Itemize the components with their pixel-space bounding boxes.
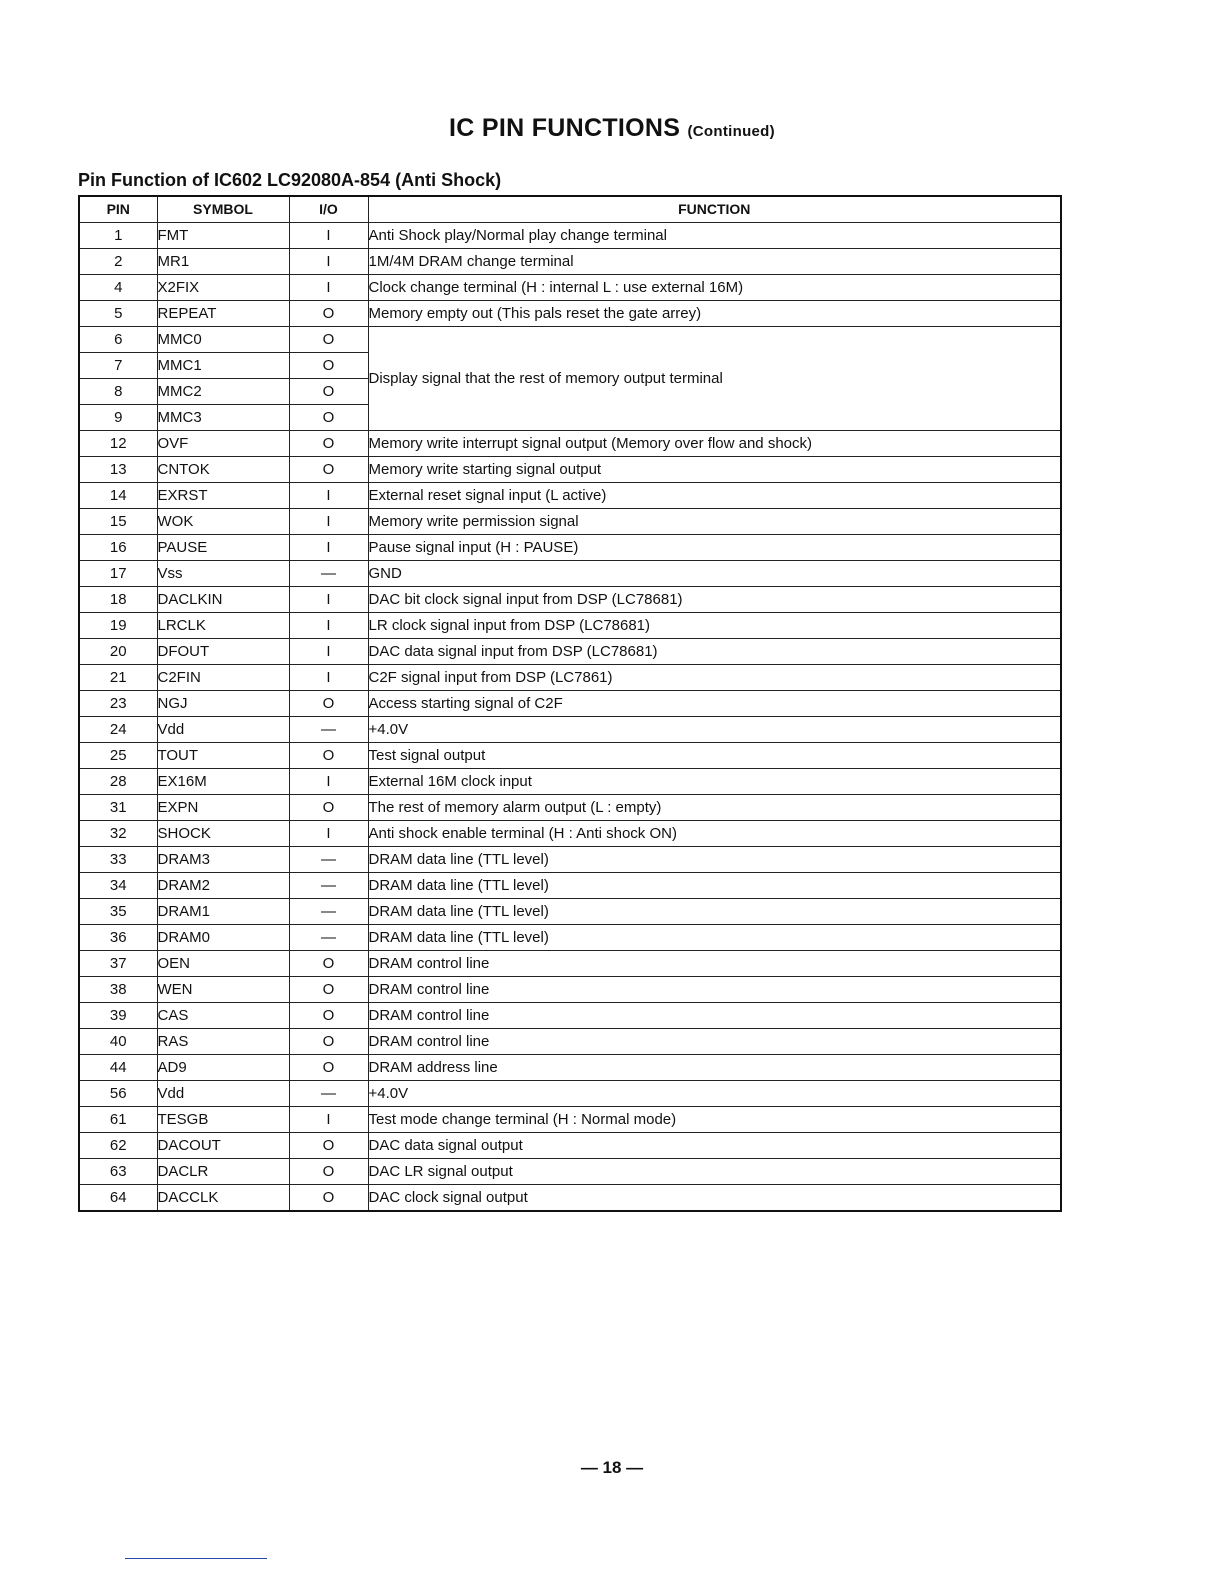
table-row xyxy=(79,1029,1061,1055)
pin-cell: 31 xyxy=(79,795,157,821)
symbol-cell: MMC1 xyxy=(157,353,289,379)
io-cell: — xyxy=(289,717,368,743)
table-row xyxy=(79,1055,1061,1081)
title-text: IC PIN FUNCTIONS xyxy=(449,114,681,142)
io-cell: O xyxy=(289,691,368,717)
table-row xyxy=(79,483,1061,509)
table-row xyxy=(79,1081,1061,1107)
pin-cell: 2 xyxy=(79,249,157,275)
function-cell: Test signal output xyxy=(368,743,1061,769)
pin-cell: 14 xyxy=(79,483,157,509)
table-row xyxy=(79,1185,1061,1212)
io-cell: O xyxy=(289,1003,368,1029)
table-row xyxy=(79,275,1061,301)
pin-cell: 64 xyxy=(79,1185,157,1212)
table-row xyxy=(79,1159,1061,1185)
symbol-cell: DRAM3 xyxy=(157,847,289,873)
function-cell: External 16M clock input xyxy=(368,769,1061,795)
pin-cell: 15 xyxy=(79,509,157,535)
pin-cell: 44 xyxy=(79,1055,157,1081)
table-row xyxy=(79,743,1061,769)
io-cell: I xyxy=(289,509,368,535)
io-cell: I xyxy=(289,483,368,509)
symbol-cell: EXPN xyxy=(157,795,289,821)
pin-cell: 35 xyxy=(79,899,157,925)
pin-cell: 6 xyxy=(79,327,157,353)
table-row xyxy=(79,223,1061,249)
function-cell: DAC LR signal output xyxy=(368,1159,1061,1185)
header-symbol: SYMBOL xyxy=(157,196,289,223)
table-row xyxy=(79,301,1061,327)
io-cell: O xyxy=(289,1185,368,1212)
symbol-cell: DACCLK xyxy=(157,1185,289,1212)
table-row xyxy=(79,717,1061,743)
table-row xyxy=(79,613,1061,639)
pin-cell: 33 xyxy=(79,847,157,873)
io-cell: O xyxy=(289,353,368,379)
function-cell: Pause signal input (H : PAUSE) xyxy=(368,535,1061,561)
function-cell: Anti shock enable terminal (H : Anti shock ON) xyxy=(368,821,1061,847)
table-row xyxy=(79,1133,1061,1159)
io-cell: O xyxy=(289,1159,368,1185)
table-row xyxy=(79,561,1061,587)
io-cell: O xyxy=(289,1055,368,1081)
pin-cell: 16 xyxy=(79,535,157,561)
table-row xyxy=(79,821,1061,847)
pin-cell: 1 xyxy=(79,223,157,249)
pin-cell: 9 xyxy=(79,405,157,431)
symbol-cell: MMC0 xyxy=(157,327,289,353)
function-cell: DAC clock signal output xyxy=(368,1185,1061,1212)
io-cell: I xyxy=(289,769,368,795)
pin-cell: 5 xyxy=(79,301,157,327)
function-cell: DRAM data line (TTL level) xyxy=(368,899,1061,925)
table-row xyxy=(79,509,1061,535)
symbol-cell: OVF xyxy=(157,431,289,457)
symbol-cell: CNTOK xyxy=(157,457,289,483)
symbol-cell: DACLR xyxy=(157,1159,289,1185)
io-cell: — xyxy=(289,847,368,873)
pin-cell: 56 xyxy=(79,1081,157,1107)
table-row xyxy=(79,691,1061,717)
table-row xyxy=(79,977,1061,1003)
title-suffix: (Continued) xyxy=(687,123,775,140)
function-cell: 1M/4M DRAM change terminal xyxy=(368,249,1061,275)
function-cell: DAC data signal input from DSP (LC78681) xyxy=(368,639,1061,665)
table-row xyxy=(79,873,1061,899)
symbol-cell: TOUT xyxy=(157,743,289,769)
table-row xyxy=(79,925,1061,951)
pin-cell: 61 xyxy=(79,1107,157,1133)
pin-cell: 8 xyxy=(79,379,157,405)
pin-cell: 28 xyxy=(79,769,157,795)
pin-cell: 21 xyxy=(79,665,157,691)
table-row xyxy=(79,587,1061,613)
table-row xyxy=(79,1107,1061,1133)
io-cell: — xyxy=(289,561,368,587)
io-cell: O xyxy=(289,743,368,769)
symbol-cell: Vdd xyxy=(157,1081,289,1107)
function-cell: The rest of memory alarm output (L : empty) xyxy=(368,795,1061,821)
function-cell: Memory write starting signal output xyxy=(368,457,1061,483)
table-row xyxy=(79,249,1061,275)
function-cell: +4.0V xyxy=(368,717,1061,743)
symbol-cell: DACOUT xyxy=(157,1133,289,1159)
io-cell: I xyxy=(289,535,368,561)
table-caption: Pin Function of IC602 LC92080A-854 (Anti Shock) xyxy=(78,170,502,190)
pin-cell: 37 xyxy=(79,951,157,977)
symbol-cell: FMT xyxy=(157,223,289,249)
page-number: — 18 — xyxy=(580,1458,644,1477)
pin-cell: 38 xyxy=(79,977,157,1003)
pin-cell: 34 xyxy=(79,873,157,899)
pin-cell: 17 xyxy=(79,561,157,587)
symbol-cell: NGJ xyxy=(157,691,289,717)
table-row xyxy=(79,639,1061,665)
pin-cell: 20 xyxy=(79,639,157,665)
function-cell: DRAM data line (TTL level) xyxy=(368,847,1061,873)
function-cell: DRAM address line xyxy=(368,1055,1061,1081)
function-cell: DRAM control line xyxy=(368,1003,1061,1029)
io-cell: I xyxy=(289,1107,368,1133)
io-cell: I xyxy=(289,639,368,665)
io-cell: I xyxy=(289,587,368,613)
symbol-cell: PAUSE xyxy=(157,535,289,561)
footer-rule xyxy=(125,1558,267,1559)
function-cell: Memory write interrupt signal output (Memory over flow and shock) xyxy=(368,431,1061,457)
table-row xyxy=(79,795,1061,821)
table-row xyxy=(79,951,1061,977)
io-cell: O xyxy=(289,431,368,457)
function-cell: LR clock signal input from DSP (LC78681) xyxy=(368,613,1061,639)
symbol-cell: TESGB xyxy=(157,1107,289,1133)
pin-cell: 12 xyxy=(79,431,157,457)
symbol-cell: LRCLK xyxy=(157,613,289,639)
symbol-cell: OEN xyxy=(157,951,289,977)
symbol-cell: Vss xyxy=(157,561,289,587)
symbol-cell: EXRST xyxy=(157,483,289,509)
table-row xyxy=(79,665,1061,691)
io-cell: — xyxy=(289,925,368,951)
io-cell: — xyxy=(289,873,368,899)
io-cell: I xyxy=(289,613,368,639)
header-function: FUNCTION xyxy=(368,196,1061,223)
pin-cell: 4 xyxy=(79,275,157,301)
header-row xyxy=(79,196,1061,223)
function-cell: Anti Shock play/Normal play change terminal xyxy=(368,223,1061,249)
symbol-cell: MMC2 xyxy=(157,379,289,405)
symbol-cell: DRAM0 xyxy=(157,925,289,951)
pin-cell: 63 xyxy=(79,1159,157,1185)
io-cell: I xyxy=(289,249,368,275)
symbol-cell: Vdd xyxy=(157,717,289,743)
symbol-cell: WOK xyxy=(157,509,289,535)
header-pin: PIN xyxy=(79,196,157,223)
function-cell: Display signal that the rest of memory output terminal xyxy=(368,327,1061,431)
io-cell: O xyxy=(289,301,368,327)
symbol-cell: EX16M xyxy=(157,769,289,795)
function-cell: DAC data signal output xyxy=(368,1133,1061,1159)
function-cell: +4.0V xyxy=(368,1081,1061,1107)
pin-cell: 19 xyxy=(79,613,157,639)
table-row xyxy=(79,535,1061,561)
header-io: I/O xyxy=(289,196,368,223)
function-cell: Access starting signal of C2F xyxy=(368,691,1061,717)
function-cell: Memory empty out (This pals reset the gate arrey) xyxy=(368,301,1061,327)
pin-cell: 32 xyxy=(79,821,157,847)
function-cell: External reset signal input (L active) xyxy=(368,483,1061,509)
io-cell: I xyxy=(289,821,368,847)
io-cell: O xyxy=(289,1133,368,1159)
pin-cell: 7 xyxy=(79,353,157,379)
function-cell: DAC bit clock signal input from DSP (LC78681) xyxy=(368,587,1061,613)
io-cell: O xyxy=(289,405,368,431)
symbol-cell: DACLKIN xyxy=(157,587,289,613)
table-body xyxy=(79,223,1061,1212)
function-cell: DRAM control line xyxy=(368,1029,1061,1055)
io-cell: O xyxy=(289,977,368,1003)
io-cell: I xyxy=(289,665,368,691)
io-cell: O xyxy=(289,457,368,483)
io-cell: — xyxy=(289,1081,368,1107)
pin-cell: 62 xyxy=(79,1133,157,1159)
symbol-cell: X2FIX xyxy=(157,275,289,301)
function-cell: Memory write permission signal xyxy=(368,509,1061,535)
symbol-cell: WEN xyxy=(157,977,289,1003)
pin-cell: 23 xyxy=(79,691,157,717)
symbol-cell: DRAM2 xyxy=(157,873,289,899)
symbol-cell: AD9 xyxy=(157,1055,289,1081)
io-cell: O xyxy=(289,951,368,977)
function-cell: DRAM control line xyxy=(368,977,1061,1003)
pin-cell: 18 xyxy=(79,587,157,613)
table-row xyxy=(79,457,1061,483)
function-cell: DRAM data line (TTL level) xyxy=(368,873,1061,899)
symbol-cell: MMC3 xyxy=(157,405,289,431)
pin-cell: 40 xyxy=(79,1029,157,1055)
io-cell: I xyxy=(289,275,368,301)
symbol-cell: DRAM1 xyxy=(157,899,289,925)
function-cell: Clock change terminal (H : internal L : use external 16M) xyxy=(368,275,1061,301)
pin-cell: 24 xyxy=(79,717,157,743)
function-cell: DRAM data line (TTL level) xyxy=(368,925,1061,951)
symbol-cell: DFOUT xyxy=(157,639,289,665)
function-cell: GND xyxy=(368,561,1061,587)
io-cell: O xyxy=(289,379,368,405)
pin-cell: 25 xyxy=(79,743,157,769)
table-row xyxy=(79,847,1061,873)
io-cell: O xyxy=(289,1029,368,1055)
io-cell: I xyxy=(289,223,368,249)
function-cell: C2F signal input from DSP (LC7861) xyxy=(368,665,1061,691)
table-row xyxy=(79,327,1061,353)
symbol-cell: RAS xyxy=(157,1029,289,1055)
table-row xyxy=(79,899,1061,925)
symbol-cell: MR1 xyxy=(157,249,289,275)
function-cell: DRAM control line xyxy=(368,951,1061,977)
table-row xyxy=(79,1003,1061,1029)
symbol-cell: REPEAT xyxy=(157,301,289,327)
pin-cell: 39 xyxy=(79,1003,157,1029)
pin-cell: 13 xyxy=(79,457,157,483)
io-cell: O xyxy=(289,795,368,821)
table-row xyxy=(79,769,1061,795)
io-cell: — xyxy=(289,899,368,925)
pin-function-table xyxy=(78,195,1062,1212)
page-title xyxy=(0,114,1224,143)
io-cell: O xyxy=(289,327,368,353)
symbol-cell: C2FIN xyxy=(157,665,289,691)
table-row xyxy=(79,431,1061,457)
symbol-cell: CAS xyxy=(157,1003,289,1029)
symbol-cell: SHOCK xyxy=(157,821,289,847)
pin-cell: 36 xyxy=(79,925,157,951)
function-cell: Test mode change terminal (H : Normal mode) xyxy=(368,1107,1061,1133)
